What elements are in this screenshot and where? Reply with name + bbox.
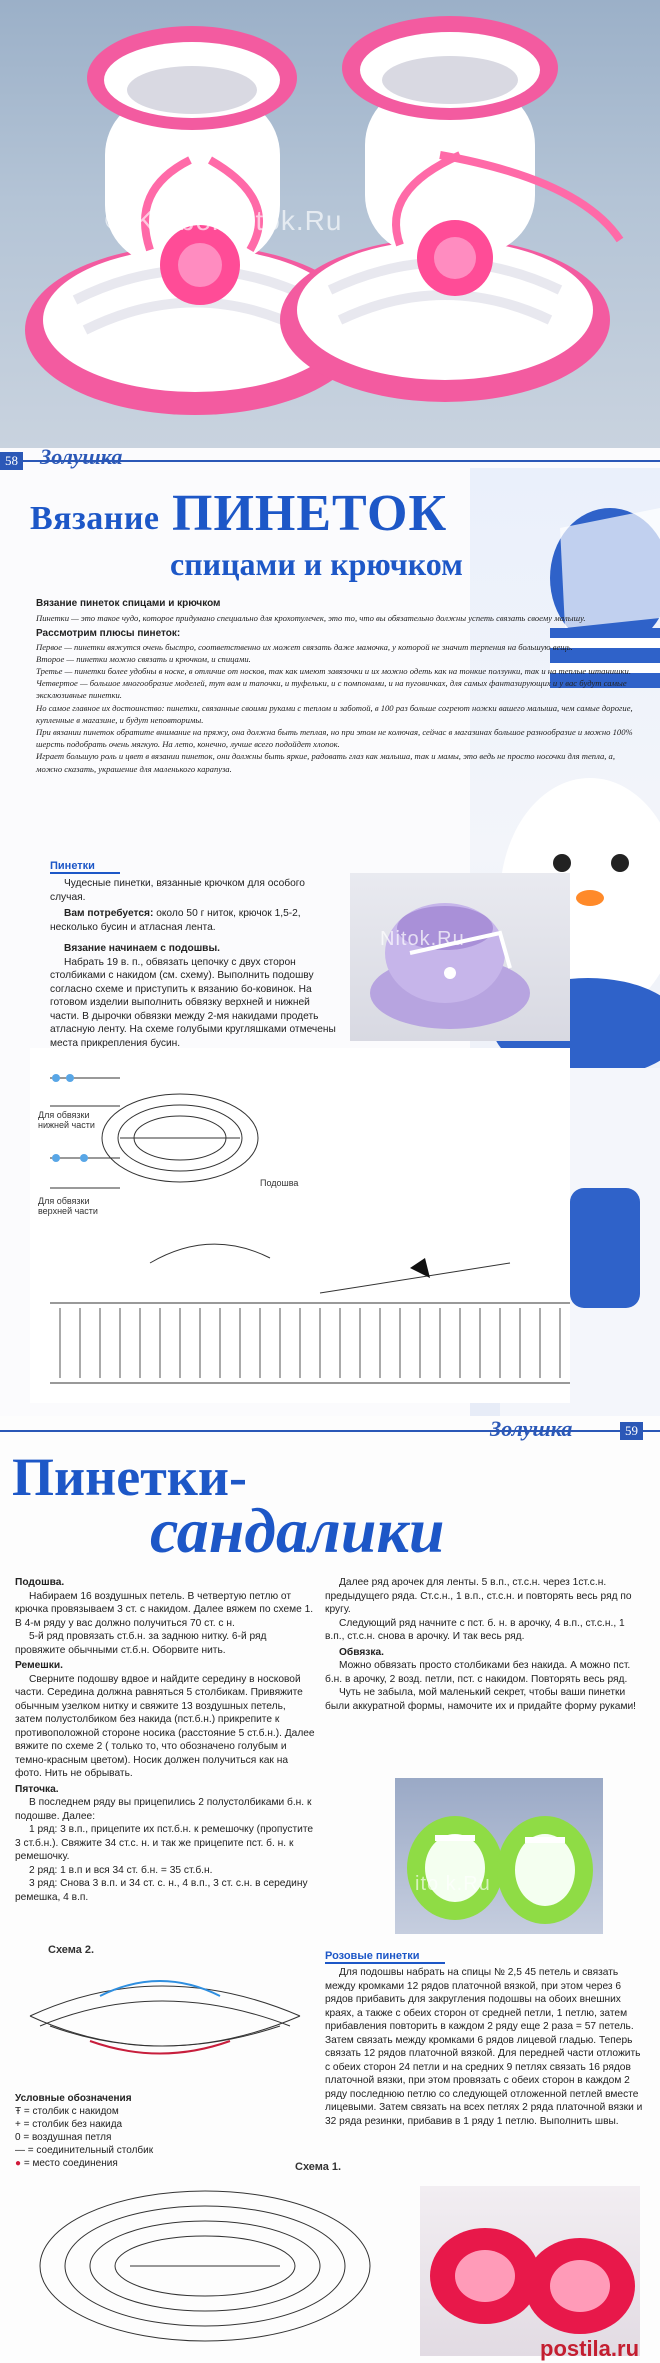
legend-item [15,2157,235,2170]
page-number: 58 [0,452,23,470]
sandals-left-column [15,1576,315,1904]
pros-heading: Рассмотрим плюсы пинеток: [36,628,181,640]
heel-heading: Пяточка. [15,1783,59,1795]
chart-label-bottom: Для обвязки нижней части [38,1110,95,1130]
crochet-chart [30,1048,570,1403]
pros-paragraph-5: Но самое главное их достоинство: пинетки, связанные своими руками с теплом и заботой, в 100 раз больше согреют ножки вашего малыша, чем самые дорогие, купленные в магазине, и будут неповторимы. [36,702,633,725]
magazine-name: Золушка [40,448,123,469]
footer-brand: postila.ru [540,2336,640,2361]
straps-heading: Ремешки. [15,1660,63,1671]
purple-bootie-image [350,873,570,1041]
photo-watermark: © KlubokNitok.Ru [105,205,343,236]
legend-symbol: Ŧ [15,2106,22,2117]
page-number-2: 59 [620,1422,643,1440]
legend-text: = соединительный столбик [27,2145,154,2156]
arches-text: Далее ряд арочек для ленты. 5 в.п., ст.с.н. через 1ст.с.н. предыдущего ряда. Ст.с.н., 1 в.п., ст.с.н. и повторять весь ряд по кругу. [325,1577,632,1615]
legend-symbol: ● [15,2158,22,2169]
heel-text-3: 2 ряд: 1 в.п и вся 34 ст. б.н. = 35 ст.б.н. [29,1864,213,1876]
pink-booties-text: Для подошвы набрать на спицы № 2,5 45 петель и связать между кромками 12 рядов платочной вязкой, при этом через 6 рядов прибавить для закругления подошвы на обоих внешних краях, а также с обеих сторон от средней петли, 1 петлю, затем прибавления повторить в каждом 2 ряду еще 2 раза = 57 петель. Затем связать между кромками 6 рядов лицевой гладью. Теперь связать 12 рядов платочной вязкой. Для передней части отложить с обеих сторон 24 петли и на средних 9 петлях связать 16 рядов платочной вязки, при этом провязать с обеих сторон в каждом 2 ряду последнюю петлю со следующей отложенной петлей вместе лицевыми. Затем связать на всех петлях 2 ряда платочной вязки и 32 ряда резинки, прибавив в 1 ряду 1 петлю. Выполнить швы. [325,1967,643,2127]
pros-paragraph-3: Третье — пинетки более удобны в носке, в отличие от носков, так как имеют завязочки и их можно одеть как на тонкие ползунки, так и на теплые штанишки. [36,666,631,677]
green-photo-watermark: ito k.Ru [415,1873,491,1895]
magazine-name-2: Золушка [490,1416,573,1441]
scheme2-label: Схема 2. [48,1944,95,1956]
legend-text: = место соединения [23,2158,118,2169]
pink-booties-section [325,1950,645,2128]
legend-heading: Условные обозначения [15,2093,132,2104]
pink-booties-heading: Розовые пинетки [325,1950,445,1964]
red-booties-image [420,2186,640,2356]
legend-symbol: + [15,2119,21,2130]
next-row-text: Следующий ряд начните с пст. б. н. в арочку, 4 в.п., ст.с.н., 1 в.п., ст.с.н. снова в арочку. И так весь ряд. [325,1617,625,1642]
legend-item [15,2131,235,2144]
pros-paragraph-6: При вязании пинеток обратите внимание на пряжу, она должна быть теплая, но при этом не колючая, сейчас в магазинах большое разнообразие и можно 100% шерсть подобрать очень мягкую. На лето, конечно, лучше всего подойдет хлопок. [36,727,633,750]
pinetki-intro: Чудесные пинетки, вязанные крючком для особого случая. [50,878,305,903]
scheme1-label: Схема 1. [295,2161,342,2173]
legend-symbol: 0 [15,2132,21,2143]
title-subline: спицами и крючком [170,546,463,582]
heel-text-2: 1 ряд: 3 в.п., прицепите их пст.б.н. к ремешочку (пропустите 3 ст.б.н.). Свяжите 34 ст.с. н. и так же прицепите пст. б. н. к ремешочку. [15,1824,314,1862]
sandals-right-column [325,1576,645,1713]
pros-paragraph-2: Второе — пинетки можно связать и крючком, и спицами. [36,653,251,664]
legend-item [15,2105,235,2118]
pinetki-heading: Пинетки [50,860,120,874]
legend [15,2092,235,2170]
legend-item [15,2118,235,2131]
scheme2-diagram [10,1956,320,2086]
title-word-pinetok: ПИНЕТОК [172,485,448,542]
green-sandals-photo [395,1778,603,1934]
purple-photo-watermark: Nitok.Ru [380,928,465,950]
pinetki-section [50,860,340,1050]
sole-heading: Подошва. [15,1577,65,1588]
legend-text: = столбик без накида [23,2119,123,2130]
booties-photo [0,0,660,448]
intro-article [36,598,636,775]
legend-item [15,2144,235,2157]
sole-text: Набираем 16 воздушных петель. В четвертую петлю от крючка провязываем 3 ст. с накидом. Далее вяжем по схеме 1. В 4-м ряду у вас должно получиться 70 ст. с н. [15,1590,314,1629]
crochet-chart-diagram [30,1048,570,1403]
start-text: Набрать 19 в. п., обвязать цепочку с двух сторон столбиками с накидом (см. схему). Выполнить подошву согласно схеме и приступить к вязанию бо-ковинок. На готовом изделии выполнить обвязку верхней и нижней части. В дырочки обвязки между 2-мя накидами продеть атласную ленту. На схеме голубыми кругляшками отмечены места прикрепления бусин. [50,956,336,1049]
need-label: Вам потребуется: [64,908,154,919]
green-sandals-image [395,1778,603,1934]
legend-text: = столбик с накидом [23,2106,119,2117]
heel-text-4: 3 ряд: Снова 3 в.п. и 34 ст. с. н., 4 в.п., 3 ст. с.н. в середину ремешка, 4 в.п. [15,1878,308,1903]
secret-text: Чуть не забыла, мой маленький секрет, чтобы ваши пинетки были аккуратной формы, намочите их и придайте форму руками! [325,1687,636,1712]
intro-heading: Вязание пинеток спицами и крючком [36,598,221,609]
legend-text: = воздушная петля [23,2132,112,2143]
tie-text: Можно обвязать просто столбиками без накида. А можно пст. б.н. в арочку, 2 возд. петли, пст. с накидом. Повторять весь ряд. [325,1660,631,1685]
title2-line1: Пинетки- [12,1447,247,1507]
scheme1-diagram [20,2176,400,2356]
pros-paragraph-1: Первое — пинетки вяжутся очень быстро, соответственно их может связать даже мамочка, у которой не значит терпения на большую вещь. [36,641,573,652]
magazine-page-58 [0,448,660,1416]
title-word-vyazanie: Вязание [30,500,160,537]
row5-text: 5-й ряд провязать ст.б.н. за заднюю нитку. 6-й ряд провяжите обычными ст.б.н. Оборвите нить. [15,1631,267,1656]
intro-paragraph: Пинетки — это такое чудо, которое придумано специально для крохотулечек, это то, что вы обязательно должны успеть связать своему малышу. [36,613,586,624]
pros-paragraph-7: Играет большую роль и цвет в вязании пинеток, они должны быть яркие, радовать глаз как малыша, так и мамы, это ведь не просто носочки для тепла, а, можно сказать, украшение для маленького карапуза. [36,751,615,774]
need-text: около 50 г ниток, крючок 1,5-2, несколько бусин и атласная лента. [50,908,301,933]
heel-text-1: В последнем ряду вы прицепились 2 полустолбиками б.н. к подошве. Далее: [15,1797,312,1822]
legend-symbol: — [15,2145,25,2156]
chart-label-sole: Подошва [260,1178,299,1188]
tie-heading: Обвязка. [339,1646,384,1658]
title2-line2: сандалики [150,1495,445,1566]
pros-paragraph-4: Четвертое — большое многообразие моделей, тут вам и тапочки, и туфельки, и с помпонами, и на пуговичках, для самых фантазирующих и у вас будут самые эксклюзивные пинетки. [36,678,627,701]
straps-text: Сверните подошву вдвое и найдите середину в носковой части. Середина должна равняться 5 столбикам. Привяжите обычным узелком нитку и свяжите 13 воздушных петель, затем полустолбиком без накида (пст.б.н.) прикрепите к противоположной стороне носика (расстояние 5 ст.б.н.). Далее вяжите по схеме 2 ( только то, что обозначено голубым и темно-красным цветом). Носик должен получиться как на фото. Нить не обрывать. [15,1673,315,1779]
start-heading: Вязание начинаем с подошвы. [64,943,220,954]
chart-label-top: Для обвязки верхней части [38,1196,98,1216]
red-booties-photo [420,2186,640,2356]
purple-bootie-photo [350,873,570,1041]
magazine-page-59 [0,1416,660,2363]
